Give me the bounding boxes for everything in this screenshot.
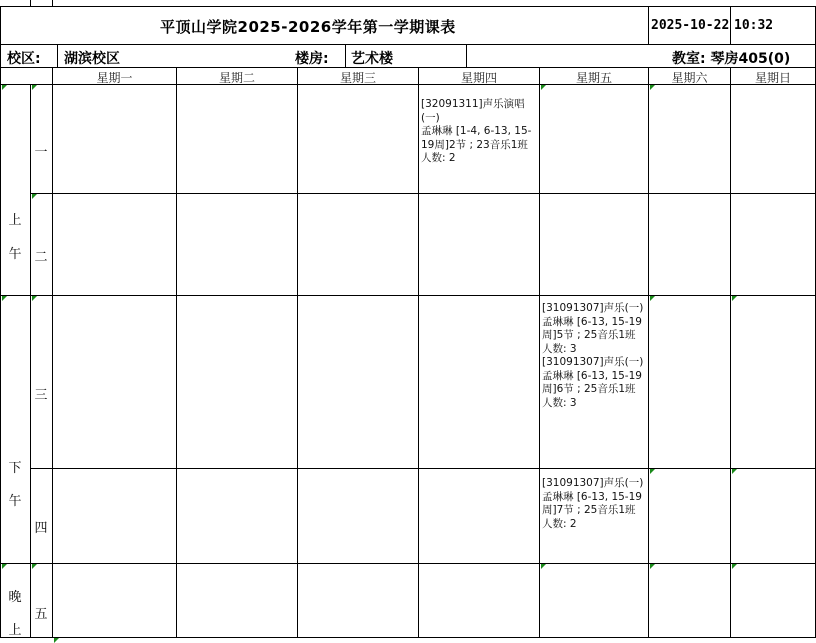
cell-marker bbox=[2, 564, 7, 569]
grid-line bbox=[0, 44, 816, 45]
half-label-evening: 上 bbox=[8, 623, 22, 638]
building-value: 艺术楼 bbox=[351, 51, 393, 67]
cell-marker bbox=[650, 296, 655, 301]
cell-marker bbox=[650, 564, 655, 569]
course-name: [31091307]声乐(一) bbox=[542, 356, 644, 368]
grid-line bbox=[30, 0, 31, 6]
cell-marker bbox=[54, 638, 59, 643]
grid-line bbox=[0, 563, 816, 564]
grid-line bbox=[176, 67, 177, 638]
classroom-label: 教室: 琴房405(0) bbox=[672, 51, 791, 67]
course-teacher-weeks: 孟琳琳 [6-13, 15-19周]5节 ; 25音乐1班 bbox=[542, 315, 642, 341]
cell-marker bbox=[32, 85, 37, 90]
half-label-morning: 上 bbox=[8, 213, 22, 228]
cell-marker bbox=[32, 564, 37, 569]
course-student-count: 人数: 3 bbox=[542, 396, 577, 409]
day-header-sun: 星期日 bbox=[754, 71, 791, 85]
course-entry bbox=[542, 356, 645, 410]
course-teacher-weeks: 孟琳琳 [1-4, 6-13, 15-19周]2节 ; 23音乐1班 bbox=[421, 125, 532, 151]
cell-marker bbox=[541, 85, 546, 90]
schedule-cell-fri-p3[interactable] bbox=[542, 302, 645, 410]
course-student-count: 人数: 2 bbox=[542, 517, 577, 530]
grid-line bbox=[52, 67, 53, 638]
cell-marker bbox=[2, 296, 7, 301]
course-entry bbox=[421, 98, 533, 166]
half-label-evening: 晚 bbox=[8, 590, 22, 605]
period-label-2: 二 bbox=[34, 250, 48, 265]
period-label-4: 四 bbox=[34, 521, 48, 536]
course-entry bbox=[542, 302, 645, 356]
day-header-thu: 星期四 bbox=[460, 71, 497, 85]
period-label-3: 三 bbox=[34, 388, 48, 403]
grid-line bbox=[648, 6, 649, 44]
day-header-fri: 星期五 bbox=[575, 71, 612, 85]
campus-label: 校区: bbox=[7, 51, 41, 67]
day-header-wed: 星期三 bbox=[339, 71, 376, 85]
course-name: [31091307]声乐(一) bbox=[542, 477, 644, 489]
report-time: 10:32 bbox=[734, 18, 774, 33]
cell-marker bbox=[2, 85, 7, 90]
page-title: 平顶山学院2025-2026学年第一学期课表 bbox=[160, 18, 456, 36]
cell-marker bbox=[650, 85, 655, 90]
grid-line bbox=[0, 6, 1, 638]
grid-line bbox=[297, 67, 298, 638]
building-label: 楼房: bbox=[295, 51, 329, 67]
cell-marker bbox=[32, 296, 37, 301]
grid-line bbox=[648, 67, 649, 638]
grid-line bbox=[730, 6, 731, 44]
course-student-count: 人数: 2 bbox=[421, 152, 456, 164]
grid-line bbox=[30, 84, 31, 638]
day-header-mon: 星期一 bbox=[96, 71, 133, 85]
course-teacher-weeks: 孟琳琳 [6-13, 15-19周]7节 ; 25音乐1班 bbox=[542, 490, 642, 516]
grid-line bbox=[730, 67, 731, 638]
grid-line bbox=[57, 44, 58, 67]
day-header-sat: 星期六 bbox=[671, 71, 708, 85]
grid-line bbox=[0, 6, 816, 7]
grid-line bbox=[466, 44, 467, 67]
period-label-1: 一 bbox=[34, 145, 48, 160]
grid-line bbox=[52, 0, 53, 6]
half-label-afternoon: 下 bbox=[8, 461, 22, 476]
report-date: 2025-10-22 bbox=[651, 18, 730, 33]
course-student-count: 人数: 3 bbox=[542, 342, 577, 355]
course-name: [31091307]声乐(一) bbox=[542, 302, 644, 314]
grid-line bbox=[0, 637, 816, 638]
cell-marker bbox=[541, 564, 546, 569]
course-entry bbox=[542, 477, 645, 531]
period-label-5: 五 bbox=[34, 607, 48, 622]
grid-line bbox=[30, 468, 816, 469]
cell-marker bbox=[32, 194, 37, 199]
day-header-tue: 星期二 bbox=[218, 71, 255, 85]
grid-line bbox=[0, 295, 816, 296]
grid-line bbox=[30, 193, 816, 194]
grid-line bbox=[345, 44, 346, 67]
course-teacher-weeks: 孟琳琳 [6-13, 15-19周]6节 ; 25音乐1班 bbox=[542, 369, 642, 395]
grid-line bbox=[539, 67, 540, 638]
schedule-cell-fri-p4[interactable] bbox=[542, 477, 645, 531]
half-label-afternoon: 午 bbox=[8, 494, 22, 509]
cell-marker bbox=[650, 469, 655, 474]
course-name: [32091311]声乐演唱(一) bbox=[421, 98, 525, 124]
half-label-morning: 午 bbox=[8, 247, 22, 262]
cell-marker bbox=[732, 469, 737, 474]
cell-marker bbox=[732, 296, 737, 301]
cell-marker bbox=[732, 564, 737, 569]
campus-value: 湖滨校区 bbox=[64, 51, 120, 67]
grid-line bbox=[418, 67, 419, 638]
schedule-cell-thu-p1[interactable] bbox=[421, 98, 533, 166]
